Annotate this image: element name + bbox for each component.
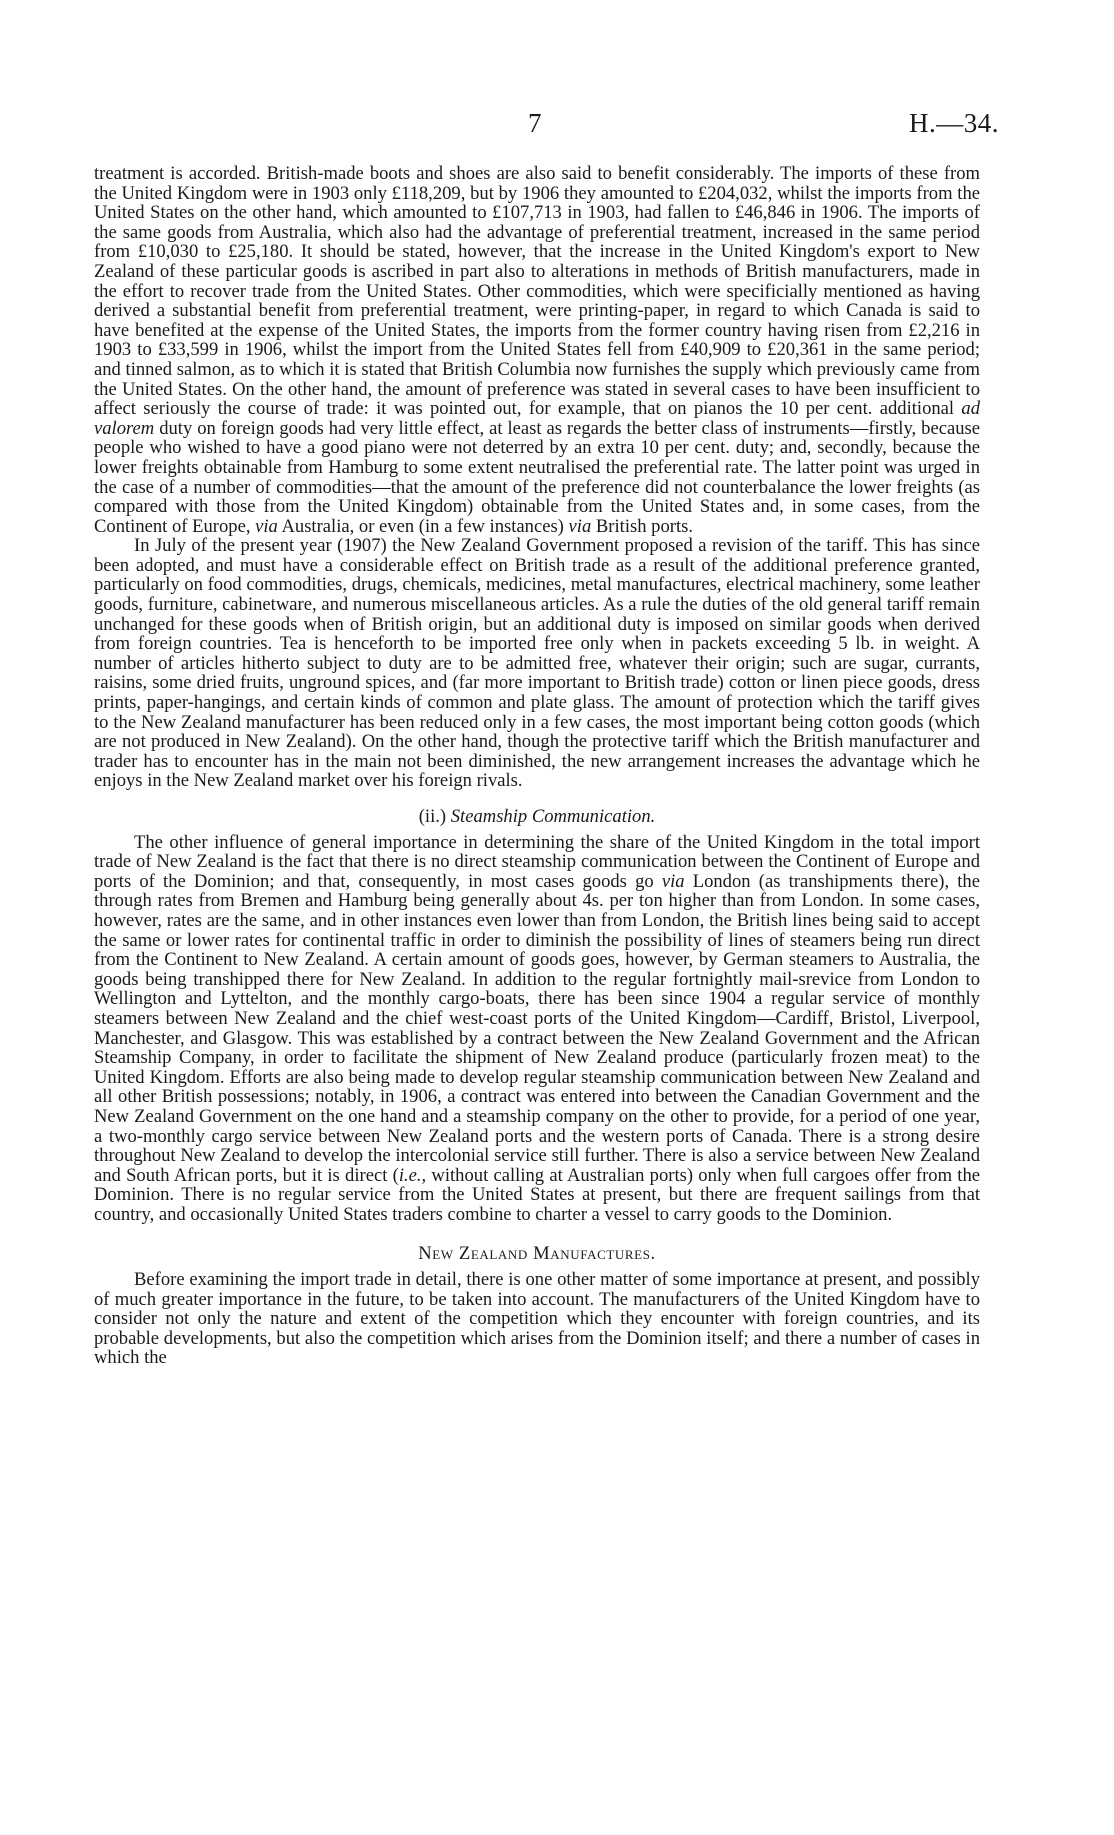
- page-number: 7: [528, 108, 542, 138]
- section-heading-manufactures: New Zealand Manufactures.: [418, 1243, 656, 1265]
- page-header: [0, 108, 1114, 142]
- paragraph-tariff-revision: In July of the present year (1907) the New Zealand Government proposed a revision of the tariff. This has since been adopted, and must have a considerable effect on British trade as a result of the additional preference granted, particularly on food commodities, drugs, chemicals, medicines, metal manufactures, electrical machinery, some leather goods, furniture, cabinetware, and numerous miscellaneous articles. As a rule the duties of the old general tariff remain unchanged for these goods when of British origin, but an additional duty is imposed on similar goods when derived from foreign countries. Tea is henceforth to be imported free only when in packets exceeding 5 lb. in weight. A number of articles hitherto subject to duty are to be admitted free, whatever their origin; such are sugar, currants, raisins, some dried fruits, unground spices, and (far more important to British trade) cotton or linen piece goods, dress prints, paper-hangings, and certain kinds of common and plate glass. The amount of protection which the tariff gives to the New Zealand manufacturer has been reduced only in a few cases, the most important being cotton goods (which are not produced in New Zealand). On the other hand, though the protective tariff which the British manufacturer and trader has to encounter has in the main not been diminished, the new arrangement increases the advantage which he enjoys in the New Zealand market over his foreign rivals.: [94, 535, 980, 792]
- section-number: (ii.): [418, 806, 447, 827]
- page-body: [94, 164, 980, 1368]
- document-reference: H.—34.: [909, 108, 999, 138]
- paragraph-steamship-communication: The other influence of general importance in determining the share of the United Kingdom in the total import trade of New Zealand is the fact that there is no direct steamship communication between the Continent of Europe and ports of the Dominion; and that, consequently, in most cases goods go via London (as transhipments there), the through rates from Bremen and Hamburg being generally about 4s. per ton higher than from London. In some cases, however, rates are the same, and in other instances even lower than from London, the British lines being said to accept the same or lower rates for continental traffic in order to diminish the possibility of lines of steamers being run direct from the Continent to New Zealand. A certain amount of goods goes, however, by German steamers to Australia, the goods being transhipped there for New Zealand. In addition to the regular fortnightly mail-srevice from London to Wellington and Lyttelton, and the monthly cargo-boats, there has been since 1904 a regular service of monthly steamers between New Zealand and the chief west-coast ports of the United Kingdom—Cardiff, Bristol, Liverpool, Manchester, and Glasgow. This was established by a contract between the New Zealand Government and the African Steamship Company, in order to facilitate the shipment of New Zealand produce (particularly frozen meat) to the United Kingdom. Efforts are also being made to develop regular steamship communication between New Zealand and all other British possessions; notably, in 1906, a contract was entered into between the Canadian Government and the New Zealand Government on the one hand and a steamship company on the other to provide, for a period of one year, a two-monthly cargo service between New Zealand ports and the western ports of Canada. There is a strong desire throughout New Zealand to develop the intercolonial service still further. There is also a service between New Zealand and South African ports, but it is direct (i.e., without calling at Australian ports) only when full cargoes offer from the Dominion. There is no regular service from the United States at present, but there are frequent sailings from that country, and occasionally United States traders combine to charter a vessel to carry goods to the Dominion.: [94, 831, 980, 1225]
- section-heading-steamship: [94, 807, 980, 827]
- paragraph-nz-manufactures: Before examining the import trade in detail, there is one other matter of some importance at present, and possibly of much greater importance in the future, to be taken into account. The manufacturers of the United Kingdom have to consider not only the nature and extent of the competition which they encounter with foreign countries, and its probable developments, but also the competition which arises from the Dominion itself; and there a number of cases in which the: [94, 1269, 980, 1369]
- paragraph-preferential-treatment: treatment is accorded. British-made boots and shoes are also said to benefit considerably. The imports of these from the United Kingdom were in 1903 only £118,209, but by 1906 they amounted to £204,032, whilst the imports from the United States on the other hand, which amounted to £107,713 in 1903, had fallen to £46,846 in 1906. The imports of the same goods from Australia, which also had the advantage of preferential treatment, increased in the same period from £10,030 to £25,180. It should be stated, however, that the increase in the United Kingdom's export to New Zealand of these particular goods is ascribed in part also to alterations in methods of British manufacturers, made in the effort to recover trade from the United States. Other commodities, which were specificially mentioned as having derived a substantial benefit from preferential treatment, were printing-paper, in regard to which Canada is said to have benefited at the expense of the United States, the imports from the former country having risen from £2,216 in 1903 to £33,599 in 1906, whilst the import from the United States fell from £40,909 to £20,361 in the same period; and tinned salmon, as to which it is stated that British Columbia now furnishes the supply which previously came from the United States. On the other hand, the amount of preference was stated in several cases to have been insufficient to affect seriously the course of trade: it was pointed out, for example, that on pianos the 10 per cent. additional ad valorem duty on foreign goods had very little effect, at least as regards the better class of instruments—firstly, because people who wished to have a good piano were not deterred by an extra 10 per cent. duty; and, secondly, because the lower freights obtainable from Hamburg to some extent neutralised the preferential rate. The latter point was urged in the case of a number of commodities—that the amount of the preference did not counterbalance the lower freights (as compared with those from the United Kingdom) obtainable from the United States and, in some cases, from the Continent of Europe, via Australia, or even (in a few instances) via British ports.: [94, 163, 980, 537]
- section-title: Steamship Communication.: [450, 806, 656, 827]
